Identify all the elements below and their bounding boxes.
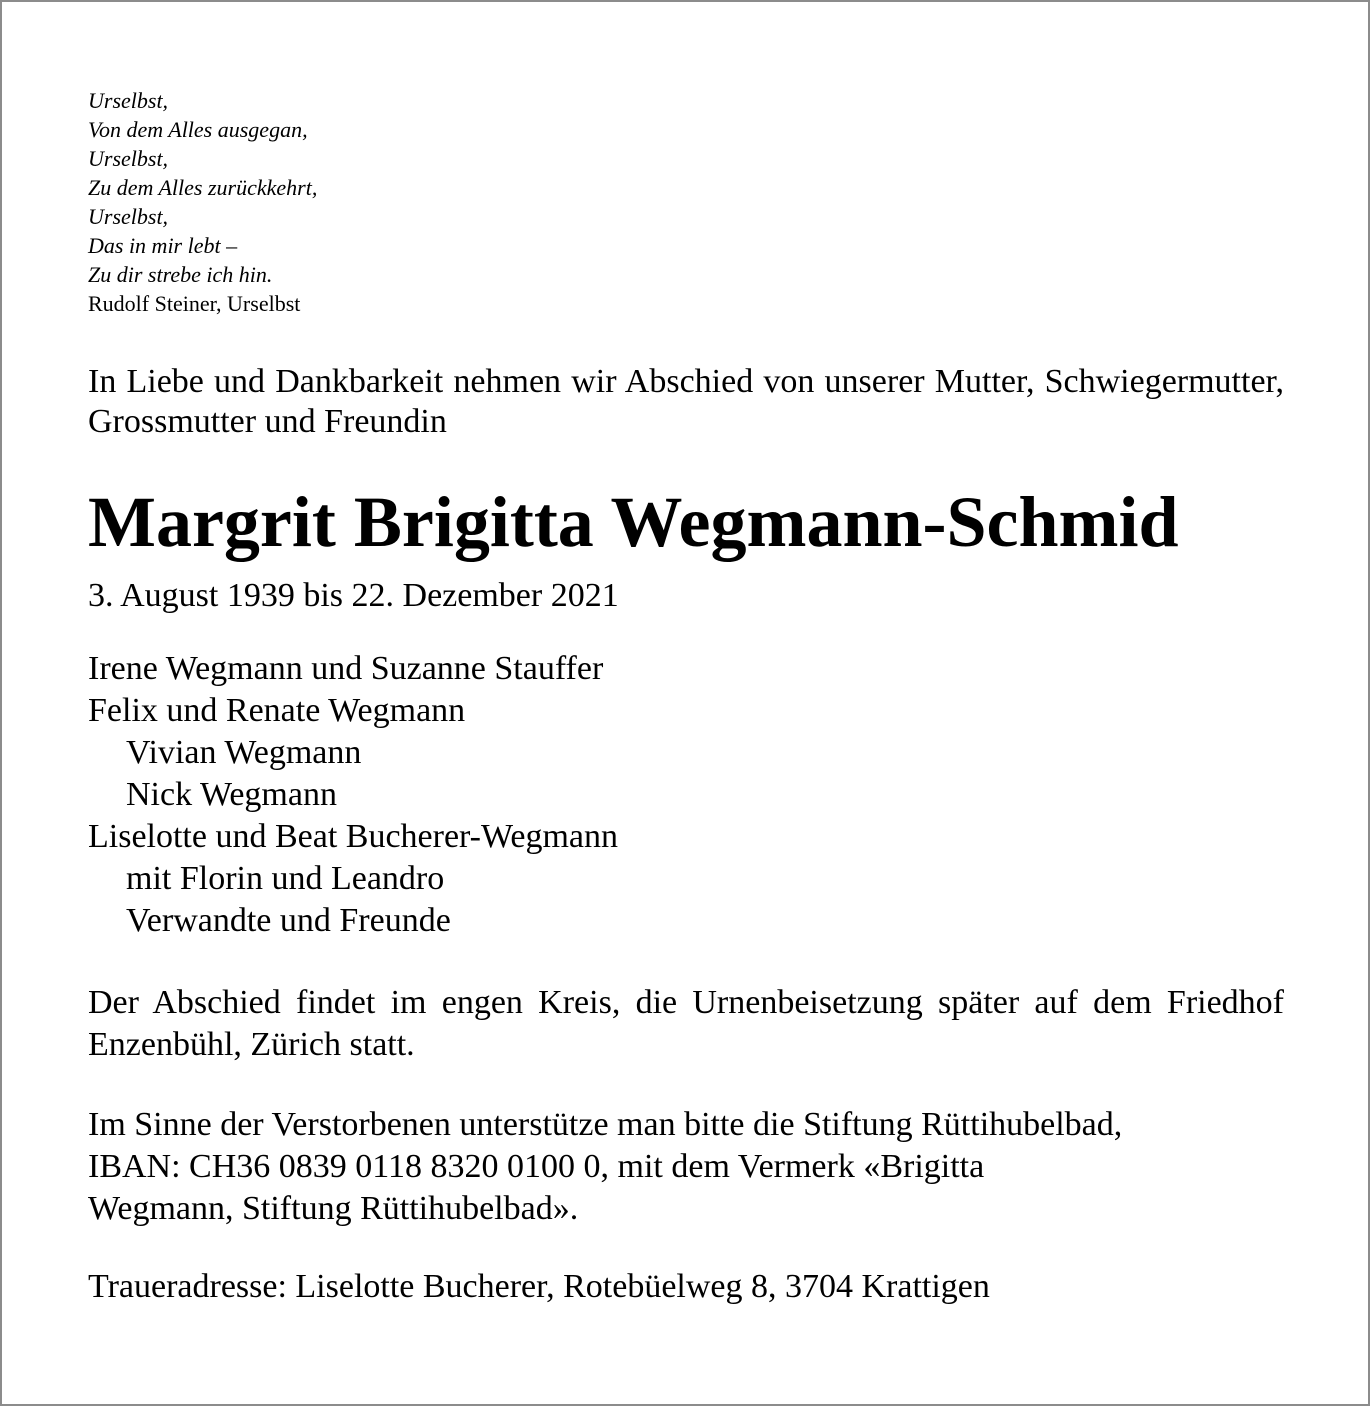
farewell-text: Der Abschied findet im engen Kreis, die Urnenbeisetzung später auf dem Friedhof Enzenbühl, Zürich statt. — [88, 984, 1284, 1063]
intro-text: In Liebe und Dankbarkeit nehmen wir Abschied von unserer Mutter, Schwiegermutter, Grossmutter und Freundin — [88, 363, 1284, 440]
mourner-entry: mit Florin und Leandro — [126, 860, 445, 897]
poem-line: Urselbst, — [88, 204, 169, 229]
donation-line: Wegmann, Stiftung Rüttihubelbad». — [88, 1190, 579, 1227]
mourner-entry: Irene Wegmann und Suzanne Stauffer — [88, 650, 604, 687]
life-dates: 3. August 1939 bis 22. Dezember 2021 — [88, 577, 619, 614]
poem-line: Das in mir lebt – — [88, 233, 238, 258]
mourner-entry: Verwandte und Freunde — [126, 902, 451, 939]
poem-attribution: Rudolf Steiner, Urselbst — [88, 291, 301, 316]
mourners-list — [88, 648, 1284, 942]
poem-quote — [88, 86, 1284, 318]
poem-line: Urselbst, — [88, 146, 169, 171]
donation-line: Im Sinne der Verstorbenen unterstütze man bitte die Stiftung Rüttihubelbad, — [88, 1106, 1123, 1143]
mourner-entry: Felix und Renate Wegmann — [88, 692, 466, 729]
mourner-entry: Liselotte und Beat Bucherer-Wegmann — [88, 818, 619, 855]
obituary-notice — [88, 86, 1284, 1308]
poem-line: Zu dem Alles zurückkehrt, — [88, 175, 318, 200]
poem-line: Zu dir strebe ich hin. — [88, 262, 273, 287]
deceased-name: Margrit Brigitta Wegmann-Schmid — [88, 482, 1179, 562]
donation-text — [88, 1104, 1284, 1230]
donation-line: IBAN: CH36 0839 0118 8320 0100 0, mit dem Vermerk «Brigitta — [88, 1148, 985, 1185]
mourner-entry: Vivian Wegmann — [126, 734, 362, 771]
poem-line: Von dem Alles ausgegan, — [88, 117, 308, 142]
poem-line: Urselbst, — [88, 88, 169, 113]
mourner-entry: Nick Wegmann — [126, 776, 337, 813]
mourning-address: Traueradresse: Liselotte Bucherer, Rotebüelweg 8, 3704 Krattigen — [88, 1268, 990, 1305]
